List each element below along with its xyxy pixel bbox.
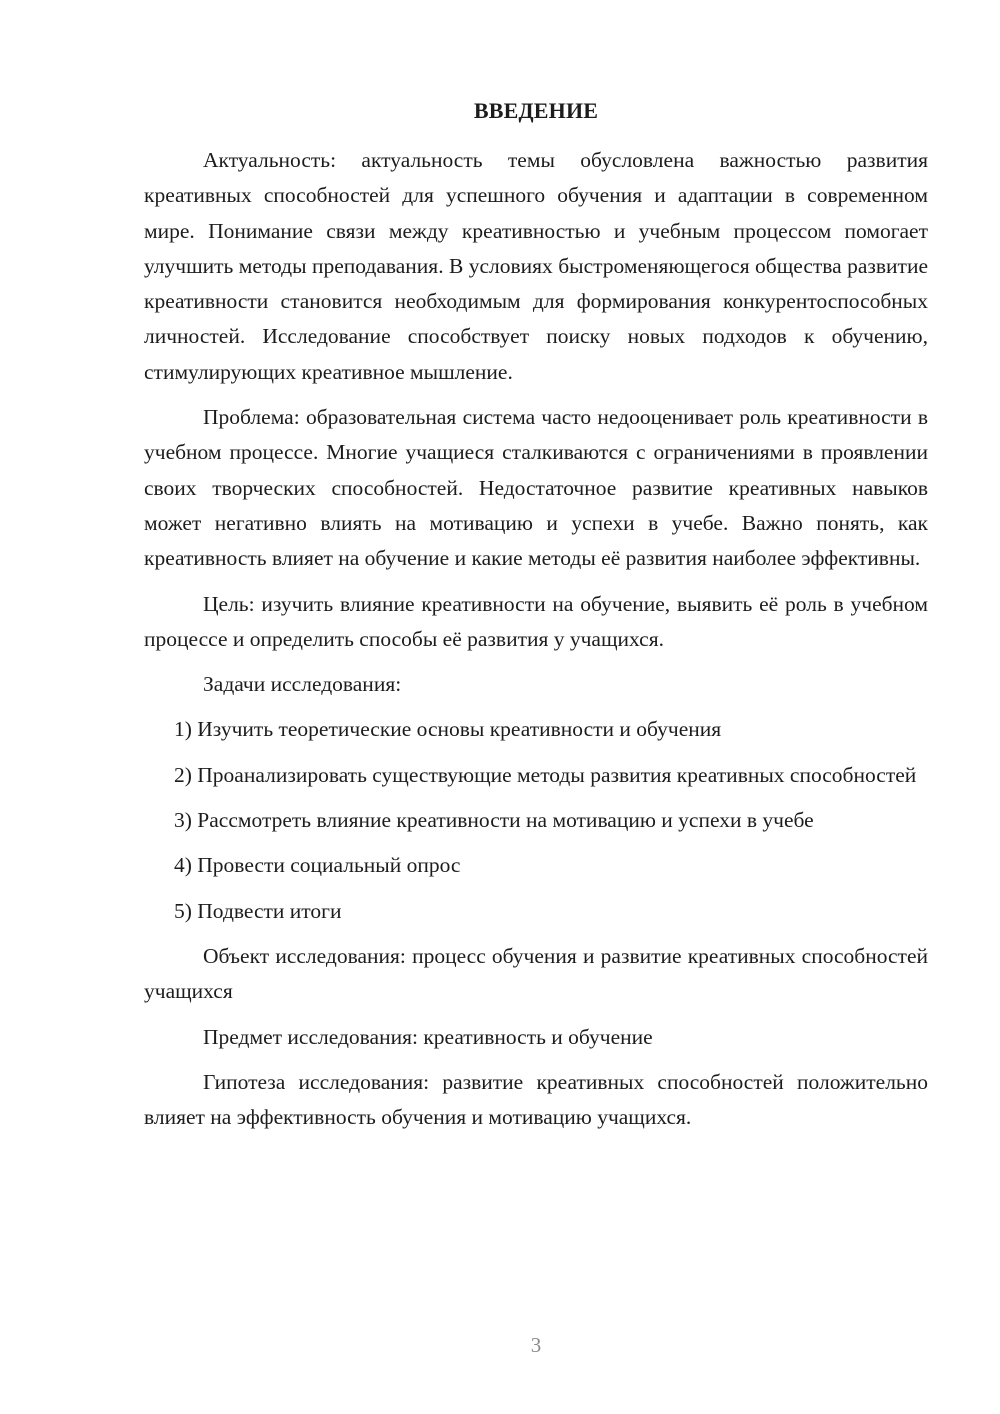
relevance-paragraph: Актуальность: актуальность темы обусловлена важностью развития креативных способностей для успешного обучения и адаптации в современном мире. Понимание связи между креативностью и учебным процессом помогает улучшить методы преподавания. В условиях быстроменяющегося общества развитие креативности становится необходимым для формирования конкурентоспособных личностей. Исследование способствует поиску новых подходов к обучению, стимулирующих креативное мышление. bbox=[144, 148, 928, 384]
task-item-5: 5) Подвести итоги bbox=[174, 898, 342, 923]
hypothesis-paragraph: Гипотеза исследования: развитие креативных способностей положительно влияет на эффективность обучения и мотивацию учащихся. bbox=[144, 1069, 928, 1130]
problem-paragraph: Проблема: образовательная система часто недооценивает роль креативности в учебном процессе. Многие учащиеся сталкиваются с ограничениями в проявлении своих творческих способностей. Недостаточное развитие креативных навыков может негативно влиять на мотивацию и успехи в учебе. Важно понять, как креативность влияет на обучение и какие методы её развития наиболее эффективны. bbox=[144, 405, 928, 571]
task-item-2: 2) Проанализировать существующие методы развития креативных способностей bbox=[174, 762, 917, 787]
object-paragraph: Объект исследования: процесс обучения и развитие креативных способностей учащихся bbox=[144, 943, 928, 1004]
task-item-3: 3) Рассмотреть влияние креативности на мотивацию и успехи в учебе bbox=[174, 808, 814, 833]
task-item-4: 4) Провести социальный опрос bbox=[174, 853, 461, 878]
section-title: ВВЕДЕНИЕ bbox=[473, 98, 599, 123]
page-number: 3 bbox=[530, 1333, 542, 1357]
document-body bbox=[144, 95, 928, 1145]
goal-paragraph: Цель: изучить влияние креативности на обучение, выявить её роль в учебном процессе и определить способы её развития у учащихся. bbox=[144, 591, 928, 651]
subject-paragraph: Предмет исследования: креативность и обучение bbox=[203, 1024, 653, 1049]
task-item-1: 1) Изучить теоретические основы креативности и обучения bbox=[174, 717, 722, 742]
tasks-heading: Задачи исследования: bbox=[203, 672, 402, 697]
